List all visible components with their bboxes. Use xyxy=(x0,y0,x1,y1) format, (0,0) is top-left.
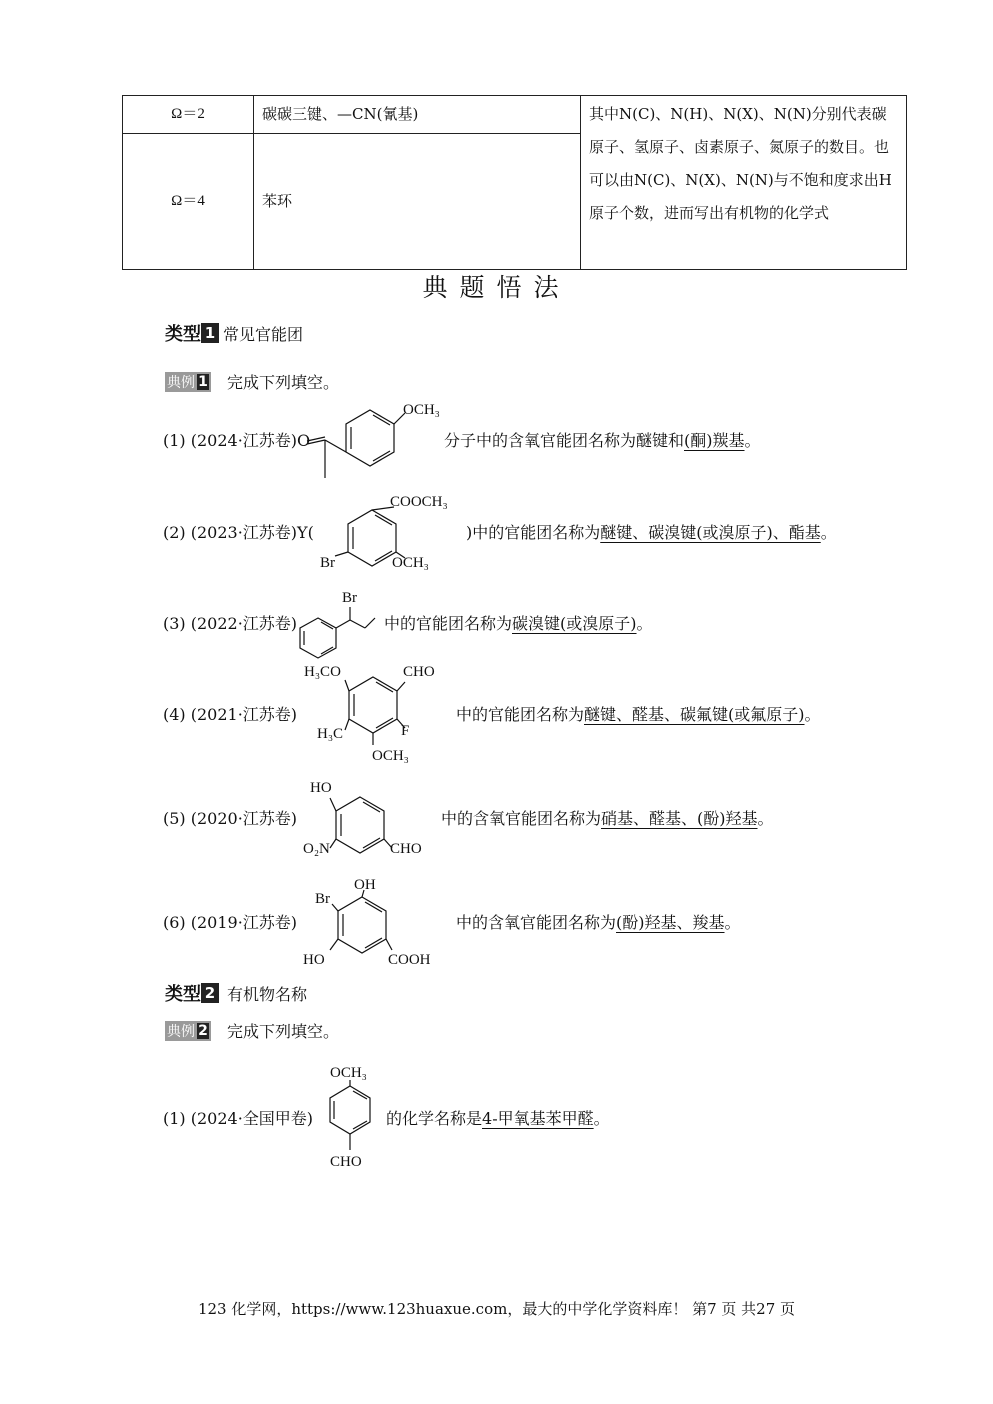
group-value: 苯环 xyxy=(262,192,293,210)
type-label: 类型 xyxy=(165,324,201,345)
label-cho: CHO xyxy=(330,1154,362,1170)
answer-text: 碳溴键(或溴原子) xyxy=(512,614,637,633)
section-title: 典题悟法 xyxy=(422,273,571,302)
question-prefix: (1) (2024·全国甲卷) xyxy=(163,1109,314,1128)
question-text: 中的官能团名称为 xyxy=(456,705,585,724)
label-oh: OH xyxy=(354,877,376,893)
example-number: 2 xyxy=(198,1022,208,1039)
question-end: 。 xyxy=(804,705,821,724)
question-text: 的化学名称是 xyxy=(386,1109,483,1128)
label-br: Br xyxy=(320,555,335,571)
structure-6 xyxy=(330,890,392,953)
label-br: Br xyxy=(315,891,330,907)
example-label: 典例 xyxy=(167,1023,195,1040)
answer-text: (酚)羟基、羧基 xyxy=(616,913,725,932)
answer-text: 醚键、醛基、碳氟键(或氟原子) xyxy=(584,705,805,724)
question-prefix: (4) (2021·江苏卷) xyxy=(163,705,298,724)
label-h3c: H₃C xyxy=(317,726,344,742)
question-end: 。 xyxy=(636,614,653,633)
example-label: 典例 xyxy=(167,374,195,391)
label-och3: OCH₃ xyxy=(330,1065,367,1081)
question-text: 分子中的含氧官能团名称为醚键和 xyxy=(444,431,685,450)
omega-value: Ω＝4 xyxy=(171,193,205,209)
answer-text: 醚键、碳溴键(或溴原子)、酯基 xyxy=(600,523,821,542)
question-prefix: (2) (2023·江苏卷)Y( xyxy=(163,523,314,542)
question-end: 。 xyxy=(757,809,774,828)
label-och3: OCH₃ xyxy=(372,748,409,764)
type-number: 1 xyxy=(201,323,219,343)
example-text: 完成下列填空。 xyxy=(227,373,340,392)
question-end: 。 xyxy=(593,1109,610,1128)
page-footer: 123 化学网，https://www.123huaxue.com，最大的中学化学资料库！ 第7 页 共27 页 xyxy=(197,1300,796,1318)
label-och3: OCH₃ xyxy=(392,555,429,571)
answer-text: 4-甲氧基苯甲醛 xyxy=(482,1109,594,1128)
question-text: 中的官能团名称为 xyxy=(384,614,513,633)
structure-4 xyxy=(345,677,405,745)
question-end: 。 xyxy=(724,913,741,932)
answer-text: (酮)羰基 xyxy=(684,431,745,450)
label-cho: CHO xyxy=(390,841,422,857)
question-text: )中的官能团名称为 xyxy=(466,523,601,542)
question-prefix: (1) (2024·江苏卷)O xyxy=(163,431,311,450)
label-ho: HO xyxy=(310,780,332,796)
label-f: F xyxy=(401,723,410,739)
question-prefix: (6) (2019·江苏卷) xyxy=(163,913,298,932)
label-h3co: H₃CO xyxy=(304,664,341,680)
question-end: 。 xyxy=(820,523,837,542)
structure-1 xyxy=(307,410,405,478)
question-prefix: (3) (2022·江苏卷) xyxy=(163,614,298,633)
type-title: 有机物名称 xyxy=(227,984,308,1004)
group-value: 碳碳三键、—CN(氰基) xyxy=(262,105,419,123)
structure-3 xyxy=(300,607,375,658)
type-title: 常见官能团 xyxy=(223,324,304,344)
type-label: 类型 xyxy=(165,984,201,1005)
structure-7 xyxy=(330,1080,370,1150)
answer-text: 硝基、醛基、(酚)羟基 xyxy=(601,809,758,828)
example-number: 1 xyxy=(198,373,208,390)
structure-5 xyxy=(330,797,392,853)
note-text: 其中N(C)、N(H)、N(X)、N(N)分别代表碳原子、氢原子、卤素原子、氮原子的数目。也可以由N(C)、N(X)、N(N)与不饱和度求出H原子个数，进而写出有机物的化学式 xyxy=(589,105,892,222)
label-ho: HO xyxy=(303,952,325,968)
omega-value: Ω＝2 xyxy=(171,106,205,122)
question-text: 中的含氧官能团名称为 xyxy=(456,913,617,932)
type-number: 2 xyxy=(201,983,219,1003)
label-o2n: O₂N xyxy=(303,841,330,857)
label-br: Br xyxy=(342,590,357,606)
question-end: 。 xyxy=(744,431,761,450)
label-cooh: COOH xyxy=(388,952,431,968)
example-text: 完成下列填空。 xyxy=(227,1022,340,1041)
label-cooch3: COOCH₃ xyxy=(390,494,448,510)
question-prefix: (5) (2020·江苏卷) xyxy=(163,809,298,828)
label-och3: OCH₃ xyxy=(403,402,440,418)
question-text: 中的含氧官能团名称为 xyxy=(441,809,602,828)
label-cho: CHO xyxy=(403,664,435,680)
